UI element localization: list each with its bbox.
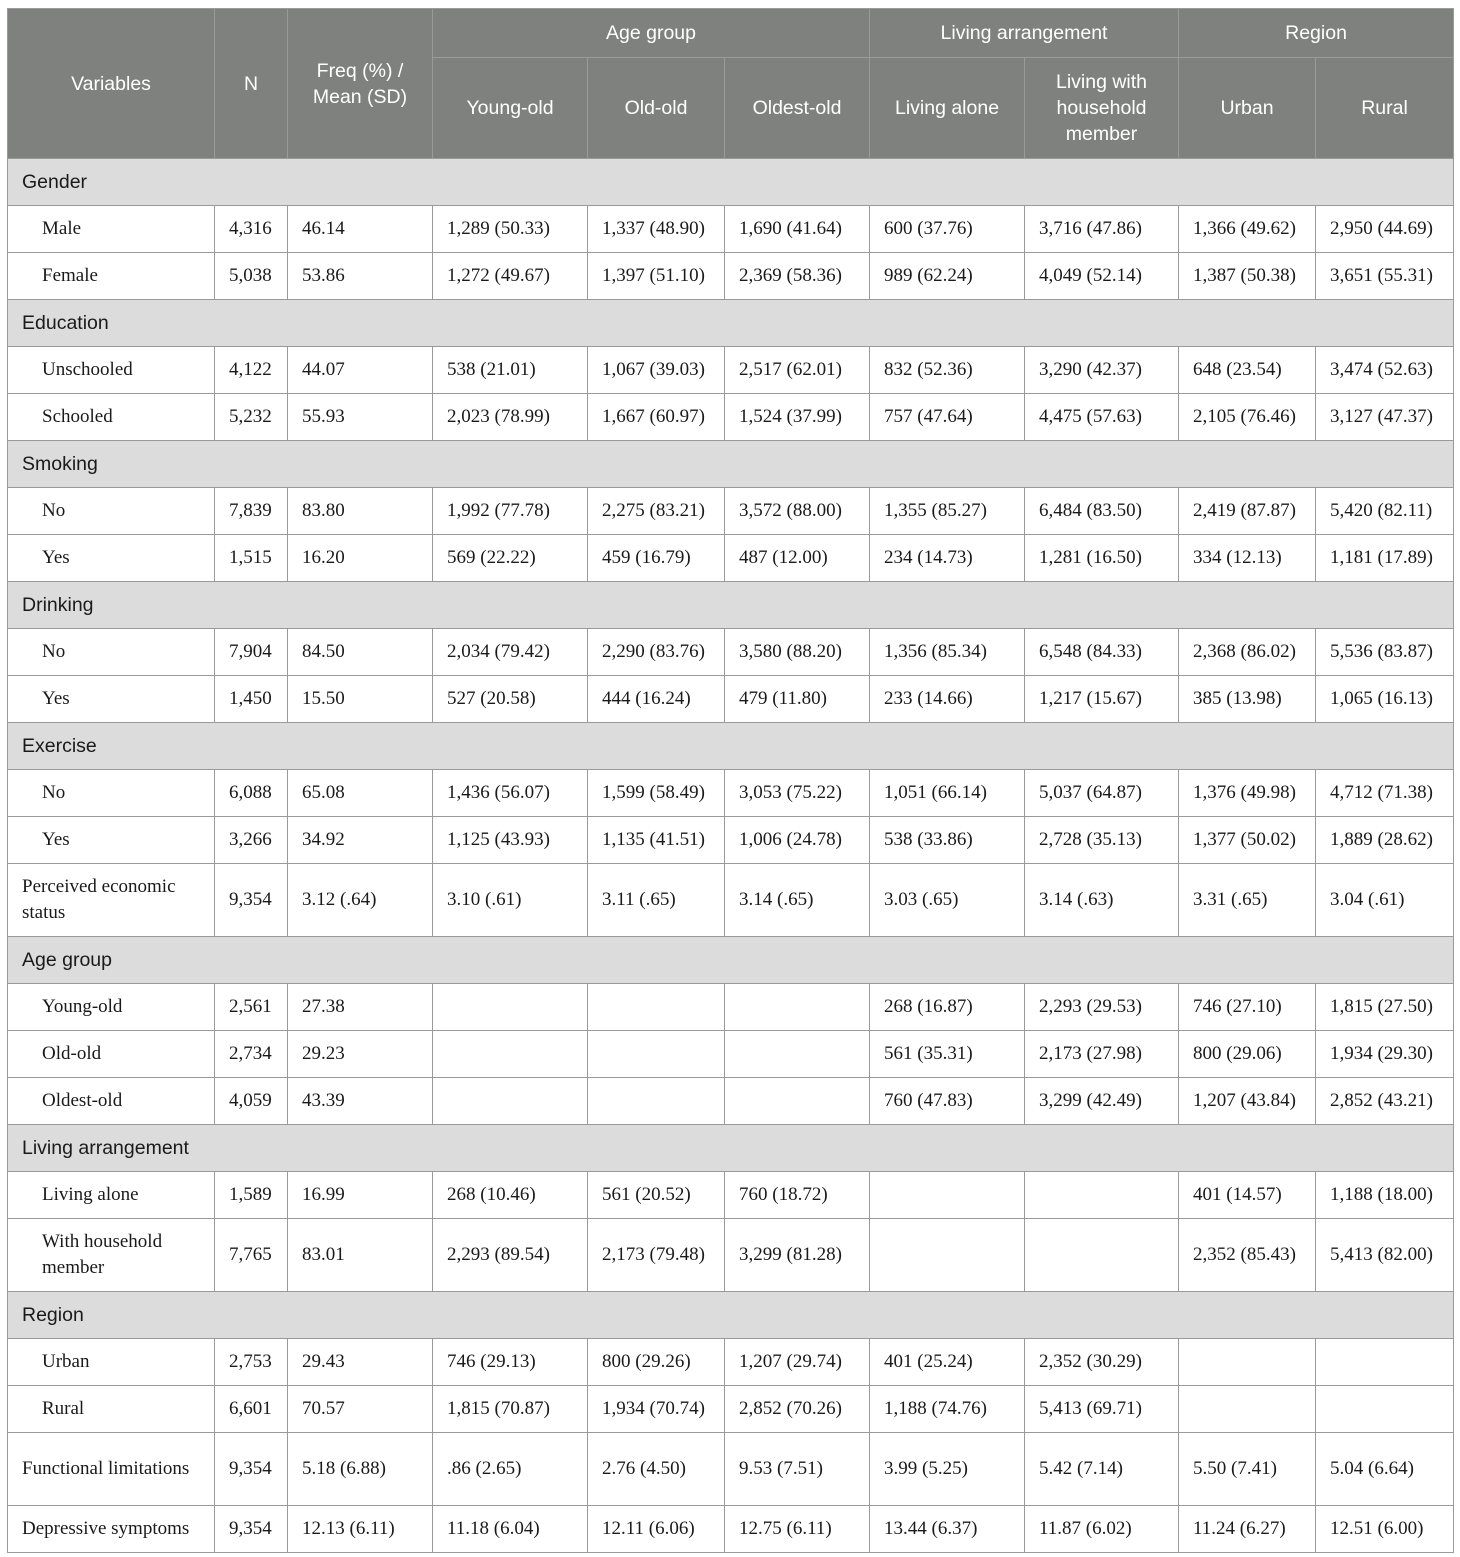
- table-cell: 1,815 (27.50): [1316, 984, 1454, 1031]
- table-cell: 6,548 (84.33): [1025, 629, 1179, 676]
- table-cell: [1025, 1172, 1179, 1219]
- table-cell: 2,728 (35.13): [1025, 817, 1179, 864]
- table-cell: 746 (27.10): [1179, 984, 1316, 1031]
- table-cell: 1,387 (50.38): [1179, 253, 1316, 300]
- table-cell: 1,397 (51.10): [588, 253, 725, 300]
- header-group-region: Region: [1179, 9, 1454, 58]
- header-living-with-household: Living with household member: [1025, 58, 1179, 159]
- table-cell: 3.10 (.61): [433, 864, 588, 937]
- table-cell: [1179, 1339, 1316, 1386]
- table-cell: 1,281 (16.50): [1025, 535, 1179, 582]
- table-cell: 234 (14.73): [870, 535, 1025, 582]
- row-label: Old-old: [8, 1031, 215, 1078]
- table-cell: 2,368 (86.02): [1179, 629, 1316, 676]
- section-row: [8, 723, 1454, 770]
- table-cell: [725, 1078, 870, 1125]
- table-cell: 3.04 (.61): [1316, 864, 1454, 937]
- header-urban: Urban: [1179, 58, 1316, 159]
- cell-n: 4,316: [215, 206, 288, 253]
- table-cell: [433, 984, 588, 1031]
- cell-n: 1,589: [215, 1172, 288, 1219]
- table-cell: 4,049 (52.14): [1025, 253, 1179, 300]
- cell-n: 9,354: [215, 1506, 288, 1553]
- row-label: Yes: [8, 676, 215, 723]
- cell-n: 7,839: [215, 488, 288, 535]
- table-cell: 3,053 (75.22): [725, 770, 870, 817]
- table-cell: [433, 1078, 588, 1125]
- table-body: [8, 159, 1454, 1553]
- table-row: [8, 1339, 1454, 1386]
- section-label: Region: [8, 1292, 1454, 1339]
- table-cell: 3,651 (55.31): [1316, 253, 1454, 300]
- table-cell: 2,950 (44.69): [1316, 206, 1454, 253]
- table-cell: 6,484 (83.50): [1025, 488, 1179, 535]
- table-cell: 1,006 (24.78): [725, 817, 870, 864]
- table-cell: 2,352 (85.43): [1179, 1219, 1316, 1292]
- table-cell: 746 (29.13): [433, 1339, 588, 1386]
- row-label: Yes: [8, 535, 215, 582]
- table-row: [8, 770, 1454, 817]
- table-row: [8, 629, 1454, 676]
- table-cell: 5.42 (7.14): [1025, 1433, 1179, 1506]
- table-cell: 3.11 (.65): [588, 864, 725, 937]
- table-cell: 334 (12.13): [1179, 535, 1316, 582]
- cell-n: 9,354: [215, 1433, 288, 1506]
- header-freq-line2: Mean (SD): [312, 85, 408, 108]
- table-cell: [588, 1031, 725, 1078]
- section-row: [8, 159, 1454, 206]
- table-cell: [433, 1031, 588, 1078]
- cell-freq: 29.43: [288, 1339, 433, 1386]
- cell-freq: 83.01: [288, 1219, 433, 1292]
- table-cell: 12.51 (6.00): [1316, 1506, 1454, 1553]
- table-cell: 2,517 (62.01): [725, 347, 870, 394]
- table-cell: [1179, 1386, 1316, 1433]
- row-label: With household member: [8, 1219, 215, 1292]
- table-cell: 4,475 (57.63): [1025, 394, 1179, 441]
- table-cell: 1,188 (74.76): [870, 1386, 1025, 1433]
- table-cell: 9.53 (7.51): [725, 1433, 870, 1506]
- descriptive-statistics-table: [7, 8, 1454, 1553]
- cell-freq: 29.23: [288, 1031, 433, 1078]
- table-cell: 5,037 (64.87): [1025, 770, 1179, 817]
- table-cell: 1,667 (60.97): [588, 394, 725, 441]
- table-cell: 1,356 (85.34): [870, 629, 1025, 676]
- cell-freq: 43.39: [288, 1078, 433, 1125]
- table-cell: 1,217 (15.67): [1025, 676, 1179, 723]
- row-label: Rural: [8, 1386, 215, 1433]
- table-cell: 2.76 (4.50): [588, 1433, 725, 1506]
- table-cell: 1,289 (50.33): [433, 206, 588, 253]
- table-cell: 13.44 (6.37): [870, 1506, 1025, 1553]
- cell-freq: 16.20: [288, 535, 433, 582]
- table-cell: 459 (16.79): [588, 535, 725, 582]
- table-cell: 3,474 (52.63): [1316, 347, 1454, 394]
- table-cell: 1,690 (41.64): [725, 206, 870, 253]
- table-cell: 569 (22.22): [433, 535, 588, 582]
- table-cell: 3.03 (.65): [870, 864, 1025, 937]
- section-row: [8, 441, 1454, 488]
- row-label: Depressive symptoms: [8, 1506, 215, 1553]
- table-cell: 2,293 (29.53): [1025, 984, 1179, 1031]
- table-cell: 2,352 (30.29): [1025, 1339, 1179, 1386]
- table-cell: 2,419 (87.87): [1179, 488, 1316, 535]
- table-cell: 3.14 (.65): [725, 864, 870, 937]
- table-cell: 1,992 (77.78): [433, 488, 588, 535]
- cell-n: 2,561: [215, 984, 288, 1031]
- row-label: Schooled: [8, 394, 215, 441]
- table-cell: 3.31 (.65): [1179, 864, 1316, 937]
- table-cell: 233 (14.66): [870, 676, 1025, 723]
- row-label: Young-old: [8, 984, 215, 1031]
- table-row: [8, 488, 1454, 535]
- table-cell: 1,125 (43.93): [433, 817, 588, 864]
- section-label: Smoking: [8, 441, 1454, 488]
- cell-freq: 5.18 (6.88): [288, 1433, 433, 1506]
- table-cell: 2,290 (83.76): [588, 629, 725, 676]
- cell-n: 1,515: [215, 535, 288, 582]
- table-cell: 1,815 (70.87): [433, 1386, 588, 1433]
- table-cell: 2,105 (76.46): [1179, 394, 1316, 441]
- cell-freq: 27.38: [288, 984, 433, 1031]
- table-cell: 800 (29.26): [588, 1339, 725, 1386]
- cell-n: 9,354: [215, 864, 288, 937]
- table-cell: 1,366 (49.62): [1179, 206, 1316, 253]
- cell-freq: 70.57: [288, 1386, 433, 1433]
- cell-n: 2,753: [215, 1339, 288, 1386]
- header-rural: Rural: [1316, 58, 1454, 159]
- header-n: N: [215, 9, 288, 159]
- table-cell: 561 (20.52): [588, 1172, 725, 1219]
- table-cell: 760 (47.83): [870, 1078, 1025, 1125]
- header-young-old: Young-old: [433, 58, 588, 159]
- table-cell: 800 (29.06): [1179, 1031, 1316, 1078]
- table-cell: 5.50 (7.41): [1179, 1433, 1316, 1506]
- table-cell: 11.18 (6.04): [433, 1506, 588, 1553]
- section-label: Living arrangement: [8, 1125, 1454, 1172]
- table-cell: 1,207 (43.84): [1179, 1078, 1316, 1125]
- table-row: [8, 347, 1454, 394]
- table-cell: 5,413 (82.00): [1316, 1219, 1454, 1292]
- header-variables: Variables: [8, 9, 215, 159]
- cell-n: 3,266: [215, 817, 288, 864]
- table-cell: 1,355 (85.27): [870, 488, 1025, 535]
- table-cell: 538 (33.86): [870, 817, 1025, 864]
- header-freq-line1: Freq (%) /: [316, 59, 404, 82]
- table-cell: 561 (35.31): [870, 1031, 1025, 1078]
- table-cell: 1,599 (58.49): [588, 770, 725, 817]
- cell-freq: 65.08: [288, 770, 433, 817]
- table-cell: 3,290 (42.37): [1025, 347, 1179, 394]
- table-cell: 268 (10.46): [433, 1172, 588, 1219]
- table-cell: 12.75 (6.11): [725, 1506, 870, 1553]
- table-cell: 1,181 (17.89): [1316, 535, 1454, 582]
- table-cell: 1,067 (39.03): [588, 347, 725, 394]
- table-cell: 11.24 (6.27): [1179, 1506, 1316, 1553]
- table-cell: 1,376 (49.98): [1179, 770, 1316, 817]
- table-cell: [1316, 1339, 1454, 1386]
- table-row: [8, 817, 1454, 864]
- table-row: [8, 1031, 1454, 1078]
- table-row: [8, 1172, 1454, 1219]
- table-row: [8, 1219, 1454, 1292]
- table-cell: 760 (18.72): [725, 1172, 870, 1219]
- section-row: [8, 1292, 1454, 1339]
- header-group-living: Living arrangement: [870, 9, 1179, 58]
- cell-n: 7,904: [215, 629, 288, 676]
- header-group-age: Age group: [433, 9, 870, 58]
- table-cell: 5,420 (82.11): [1316, 488, 1454, 535]
- table-cell: 2,293 (89.54): [433, 1219, 588, 1292]
- section-row: [8, 300, 1454, 347]
- cell-n: 1,450: [215, 676, 288, 723]
- table-row: [8, 206, 1454, 253]
- cell-freq: 16.99: [288, 1172, 433, 1219]
- cell-freq: 3.12 (.64): [288, 864, 433, 937]
- table-cell: 1,051 (66.14): [870, 770, 1025, 817]
- row-label: Female: [8, 253, 215, 300]
- cell-n: 4,122: [215, 347, 288, 394]
- table-cell: 5.04 (6.64): [1316, 1433, 1454, 1506]
- table-row: [8, 676, 1454, 723]
- table-row: [8, 1506, 1454, 1553]
- table-cell: 1,207 (29.74): [725, 1339, 870, 1386]
- row-label: Unschooled: [8, 347, 215, 394]
- table-row: [8, 253, 1454, 300]
- table-cell: 1,889 (28.62): [1316, 817, 1454, 864]
- table-cell: 401 (14.57): [1179, 1172, 1316, 1219]
- table-cell: 1,272 (49.67): [433, 253, 588, 300]
- table-cell: 2,852 (70.26): [725, 1386, 870, 1433]
- table-row: [8, 394, 1454, 441]
- cell-freq: 44.07: [288, 347, 433, 394]
- table-cell: 3.14 (.63): [1025, 864, 1179, 937]
- header-freq-mean: [288, 9, 433, 159]
- table-row: [8, 1386, 1454, 1433]
- table-cell: 1,934 (29.30): [1316, 1031, 1454, 1078]
- table-cell: 479 (11.80): [725, 676, 870, 723]
- section-row: [8, 1125, 1454, 1172]
- table-cell: 3,299 (42.49): [1025, 1078, 1179, 1125]
- table-cell: 401 (25.24): [870, 1339, 1025, 1386]
- row-label: Yes: [8, 817, 215, 864]
- cell-freq: 34.92: [288, 817, 433, 864]
- table-cell: [588, 1078, 725, 1125]
- row-label: No: [8, 629, 215, 676]
- section-row: [8, 582, 1454, 629]
- table-cell: [588, 984, 725, 1031]
- row-label: Urban: [8, 1339, 215, 1386]
- table-cell: 600 (37.76): [870, 206, 1025, 253]
- table-cell: 3,716 (47.86): [1025, 206, 1179, 253]
- table-cell: [870, 1172, 1025, 1219]
- section-label: Exercise: [8, 723, 1454, 770]
- table-cell: [725, 984, 870, 1031]
- table-cell: 832 (52.36): [870, 347, 1025, 394]
- row-label: No: [8, 488, 215, 535]
- table-cell: 2,852 (43.21): [1316, 1078, 1454, 1125]
- table-cell: 2,173 (27.98): [1025, 1031, 1179, 1078]
- row-label: Functional limitations: [8, 1433, 215, 1506]
- row-label: Oldest-old: [8, 1078, 215, 1125]
- table-cell: 3,580 (88.20): [725, 629, 870, 676]
- table-cell: 2,369 (58.36): [725, 253, 870, 300]
- table-cell: 3.99 (5.25): [870, 1433, 1025, 1506]
- cell-freq: 15.50: [288, 676, 433, 723]
- table-cell: 1,065 (16.13): [1316, 676, 1454, 723]
- table-cell: 1,934 (70.74): [588, 1386, 725, 1433]
- table-cell: 11.87 (6.02): [1025, 1506, 1179, 1553]
- table-cell: 538 (21.01): [433, 347, 588, 394]
- table-cell: [1025, 1219, 1179, 1292]
- cell-n: 6,088: [215, 770, 288, 817]
- table-cell: 5,536 (83.87): [1316, 629, 1454, 676]
- table-row: [8, 984, 1454, 1031]
- table-cell: 989 (62.24): [870, 253, 1025, 300]
- table-cell: [1316, 1386, 1454, 1433]
- table-cell: 2,034 (79.42): [433, 629, 588, 676]
- header-living-alone: Living alone: [870, 58, 1025, 159]
- table-cell: 2,023 (78.99): [433, 394, 588, 441]
- section-label: Education: [8, 300, 1454, 347]
- cell-n: 5,232: [215, 394, 288, 441]
- table-cell: 2,173 (79.48): [588, 1219, 725, 1292]
- table-row: [8, 535, 1454, 582]
- cell-n: 4,059: [215, 1078, 288, 1125]
- table-cell: 2,275 (83.21): [588, 488, 725, 535]
- table-cell: 1,377 (50.02): [1179, 817, 1316, 864]
- table-cell: 444 (16.24): [588, 676, 725, 723]
- row-label: Male: [8, 206, 215, 253]
- table-cell: 268 (16.87): [870, 984, 1025, 1031]
- cell-n: 2,734: [215, 1031, 288, 1078]
- section-label: Age group: [8, 937, 1454, 984]
- table-header: [8, 9, 1454, 159]
- cell-freq: 83.80: [288, 488, 433, 535]
- section-label: Drinking: [8, 582, 1454, 629]
- table-cell: 4,712 (71.38): [1316, 770, 1454, 817]
- table-cell: 487 (12.00): [725, 535, 870, 582]
- table-cell: .86 (2.65): [433, 1433, 588, 1506]
- cell-freq: 53.86: [288, 253, 433, 300]
- cell-n: 5,038: [215, 253, 288, 300]
- table-cell: [725, 1031, 870, 1078]
- table-cell: 5,413 (69.71): [1025, 1386, 1179, 1433]
- table-cell: 1,524 (37.99): [725, 394, 870, 441]
- table-cell: 1,337 (48.90): [588, 206, 725, 253]
- section-row: [8, 937, 1454, 984]
- table-cell: 385 (13.98): [1179, 676, 1316, 723]
- cell-n: 6,601: [215, 1386, 288, 1433]
- row-label: Living alone: [8, 1172, 215, 1219]
- table-row: [8, 864, 1454, 937]
- table-cell: 1,135 (41.51): [588, 817, 725, 864]
- table-cell: 3,572 (88.00): [725, 488, 870, 535]
- row-label: Perceived economic status: [8, 864, 215, 937]
- cell-n: 7,765: [215, 1219, 288, 1292]
- section-label: Gender: [8, 159, 1454, 206]
- table-row: [8, 1078, 1454, 1125]
- table-cell: 1,188 (18.00): [1316, 1172, 1454, 1219]
- row-label: No: [8, 770, 215, 817]
- table-cell: 12.11 (6.06): [588, 1506, 725, 1553]
- cell-freq: 55.93: [288, 394, 433, 441]
- table-cell: [870, 1219, 1025, 1292]
- cell-freq: 84.50: [288, 629, 433, 676]
- table-cell: 648 (23.54): [1179, 347, 1316, 394]
- table-cell: 3,299 (81.28): [725, 1219, 870, 1292]
- cell-freq: 46.14: [288, 206, 433, 253]
- table-cell: 3,127 (47.37): [1316, 394, 1454, 441]
- header-oldest-old: Oldest-old: [725, 58, 870, 159]
- cell-freq: 12.13 (6.11): [288, 1506, 433, 1553]
- table-cell: 757 (47.64): [870, 394, 1025, 441]
- table-cell: 1,436 (56.07): [433, 770, 588, 817]
- table-row: [8, 1433, 1454, 1506]
- table-cell: 527 (20.58): [433, 676, 588, 723]
- header-old-old: Old-old: [588, 58, 725, 159]
